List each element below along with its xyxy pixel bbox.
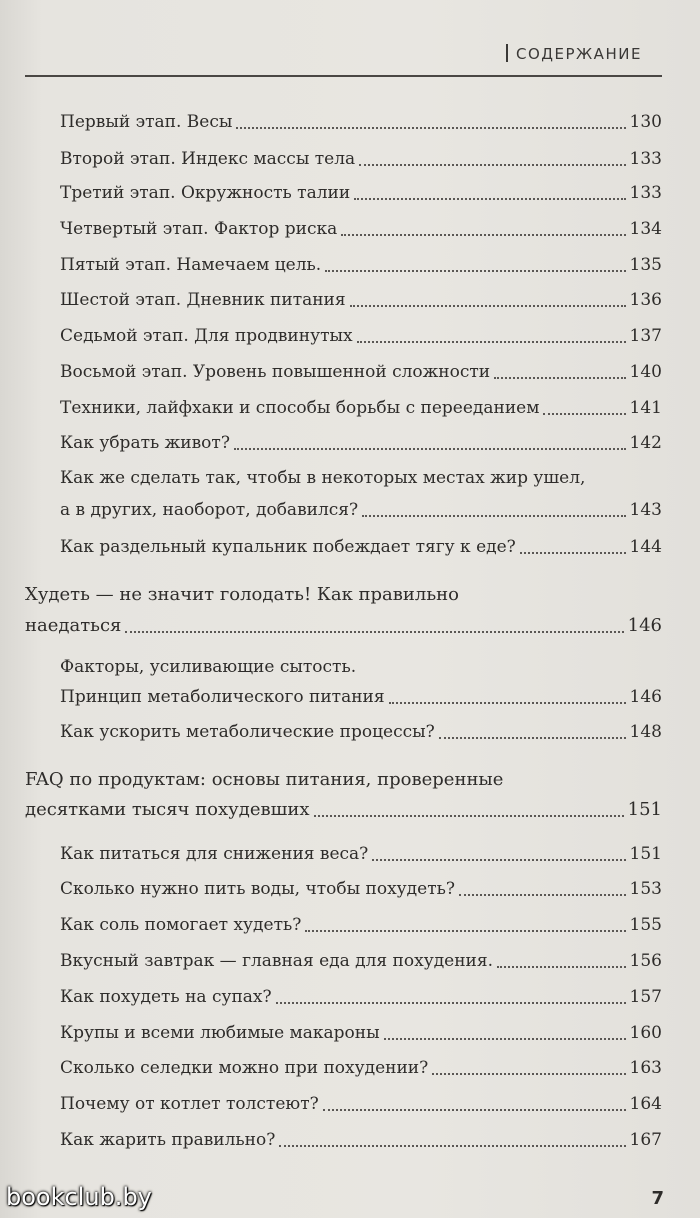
toc-entry-title: Восьмой этап. Уровень повышенной сложности bbox=[60, 362, 491, 382]
leader-dots bbox=[276, 1002, 626, 1004]
leader-dots bbox=[362, 515, 625, 517]
leader-dots bbox=[359, 164, 625, 166]
chapter-page: 151 bbox=[627, 799, 662, 820]
leader-dots bbox=[384, 1038, 626, 1040]
toc-entry[interactable] bbox=[60, 685, 662, 709]
toc-entry-title: Сколько нужно пить воды, чтобы похудеть? bbox=[60, 879, 455, 899]
toc-entry-page: 153 bbox=[629, 879, 662, 899]
leader-dots bbox=[305, 930, 625, 932]
chapter-page: 146 bbox=[627, 615, 662, 636]
toc-entry[interactable] bbox=[60, 1021, 662, 1045]
toc-entry-page: 134 bbox=[629, 219, 662, 239]
header-section-title: СОДЕРЖАНИЕ bbox=[516, 45, 642, 63]
toc-entry[interactable] bbox=[60, 288, 662, 312]
page-number: 7 bbox=[651, 1188, 664, 1209]
toc-entry-page: 140 bbox=[629, 362, 662, 382]
leader-dots bbox=[432, 1073, 625, 1075]
toc-entry[interactable] bbox=[60, 498, 662, 522]
toc-entry-page: 143 bbox=[629, 500, 662, 520]
toc-entry-page: 135 bbox=[629, 255, 662, 275]
toc-entry[interactable] bbox=[60, 913, 662, 937]
toc-entry[interactable] bbox=[60, 110, 662, 134]
leader-dots bbox=[354, 198, 625, 200]
toc-entry[interactable] bbox=[60, 949, 662, 973]
toc-entry-page: 136 bbox=[629, 290, 662, 310]
toc-entry-page: 156 bbox=[629, 951, 662, 971]
toc-entry-title: Как соль помогает худеть? bbox=[60, 915, 302, 935]
toc-entry-page: 157 bbox=[629, 987, 662, 1007]
chapter-title: наедаться bbox=[25, 615, 122, 636]
toc-entry-page: 155 bbox=[629, 915, 662, 935]
leader-dots bbox=[520, 552, 626, 554]
leader-dots bbox=[350, 305, 626, 307]
leader-dots bbox=[543, 413, 625, 415]
chapter-entry[interactable] bbox=[25, 614, 662, 638]
toc-entry-title: Первый этап. Весы bbox=[60, 112, 233, 132]
toc-entry[interactable] bbox=[60, 396, 662, 420]
toc-entry-title: Крупы и всеми любимые макароны bbox=[60, 1023, 380, 1043]
toc-entry[interactable] bbox=[60, 217, 662, 241]
toc-entry-page: 148 bbox=[629, 722, 662, 742]
chapter-title-line1: Худеть — не значит голодать! Как правильно bbox=[25, 584, 459, 605]
toc-entry[interactable] bbox=[60, 842, 662, 866]
toc-entry[interactable] bbox=[60, 1092, 662, 1116]
leader-dots bbox=[459, 894, 626, 896]
leader-dots bbox=[323, 1109, 626, 1111]
toc-entry-page: 137 bbox=[629, 326, 662, 346]
toc-entry-title: Как убрать живот? bbox=[60, 433, 230, 453]
toc-entry-title: Как питаться для снижения веса? bbox=[60, 844, 369, 864]
toc-entry-title-line1: Как же сделать так, чтобы в некоторых местах жир ушел, bbox=[60, 468, 586, 488]
leader-dots bbox=[497, 966, 626, 968]
chapter-title-line1: FAQ по продуктам: основы питания, проверенные bbox=[25, 769, 504, 790]
leader-dots bbox=[314, 815, 624, 817]
toc-entry-title: Как раздельный купальник побеждает тягу к еде? bbox=[60, 537, 516, 557]
leader-dots bbox=[372, 859, 625, 861]
toc-entry-title: Четвертый этап. Фактор риска bbox=[60, 219, 338, 239]
running-header bbox=[506, 44, 662, 63]
toc-entry[interactable] bbox=[60, 985, 662, 1009]
toc-entry-title: Как ускорить метаболические процессы? bbox=[60, 722, 435, 742]
toc-entry-page: 133 bbox=[629, 149, 662, 169]
toc-entry[interactable] bbox=[60, 360, 662, 384]
toc-entry-page: 142 bbox=[629, 433, 662, 453]
toc-entry-title: Почему от котлет толстеют? bbox=[60, 1094, 319, 1114]
leader-dots bbox=[325, 270, 625, 272]
header-divider bbox=[506, 44, 508, 62]
leader-dots bbox=[439, 737, 626, 739]
toc-entry-title-line1: Факторы, усиливающие сытость. bbox=[60, 657, 357, 677]
leader-dots bbox=[236, 127, 625, 129]
toc-entry-page: 133 bbox=[629, 183, 662, 203]
toc-entry-page: 146 bbox=[629, 687, 662, 707]
toc-entry[interactable] bbox=[60, 535, 662, 559]
toc-entry-page: 164 bbox=[629, 1094, 662, 1114]
toc-entry[interactable] bbox=[60, 720, 662, 744]
toc-entry-page: 163 bbox=[629, 1058, 662, 1078]
toc-entry-title: а в других, наоборот, добавился? bbox=[60, 500, 359, 520]
leader-dots bbox=[389, 702, 626, 704]
toc-entry[interactable] bbox=[60, 431, 662, 455]
toc-entry-title: Пятый этап. Намечаем цель. bbox=[60, 255, 322, 275]
toc-entry-title: Третий этап. Окружность талии bbox=[60, 183, 351, 203]
leader-dots bbox=[279, 1145, 625, 1147]
toc-entry-page: 167 bbox=[629, 1130, 662, 1150]
leader-dots bbox=[341, 234, 625, 236]
leader-dots bbox=[125, 631, 623, 633]
chapter-entry[interactable] bbox=[25, 798, 662, 822]
toc-entry-title: Сколько селедки можно при похудении? bbox=[60, 1058, 429, 1078]
toc-entry-page: 151 bbox=[629, 844, 662, 864]
toc-entry-title: Как похудеть на супах? bbox=[60, 987, 272, 1007]
toc-entry[interactable] bbox=[60, 147, 662, 171]
chapter-title: десятками тысяч похудевших bbox=[25, 799, 310, 820]
toc-entry-title: Шестой этап. Дневник питания bbox=[60, 290, 346, 310]
toc-entry[interactable] bbox=[60, 181, 662, 205]
toc-entry-title: Принцип метаболического питания bbox=[60, 687, 385, 707]
watermark-text: bookclub.by bbox=[6, 1183, 152, 1211]
toc-entry-page: 130 bbox=[629, 112, 662, 132]
leader-dots bbox=[494, 377, 625, 379]
toc-entry-title: Седьмой этап. Для продвинутых bbox=[60, 326, 353, 346]
toc-entry[interactable] bbox=[60, 1128, 662, 1152]
header-rule bbox=[25, 75, 662, 77]
toc-entry[interactable] bbox=[60, 324, 662, 348]
toc-entry-title: Вкусный завтрак — главная еда для похудения. bbox=[60, 951, 494, 971]
leader-dots bbox=[234, 448, 626, 450]
toc-entry-page: 144 bbox=[629, 537, 662, 557]
toc-entry-title: Второй этап. Индекс массы тела bbox=[60, 149, 356, 169]
toc-entry-title: Как жарить правильно? bbox=[60, 1130, 276, 1150]
toc-entry[interactable] bbox=[60, 253, 662, 277]
toc-entry-page: 141 bbox=[629, 398, 662, 418]
leader-dots bbox=[357, 341, 626, 343]
toc-entry[interactable] bbox=[60, 1056, 662, 1080]
toc-entry[interactable] bbox=[60, 877, 662, 901]
toc-entry-page: 160 bbox=[629, 1023, 662, 1043]
toc-entry-title: Техники, лайфхаки и способы борьбы с перееданием bbox=[60, 398, 540, 418]
